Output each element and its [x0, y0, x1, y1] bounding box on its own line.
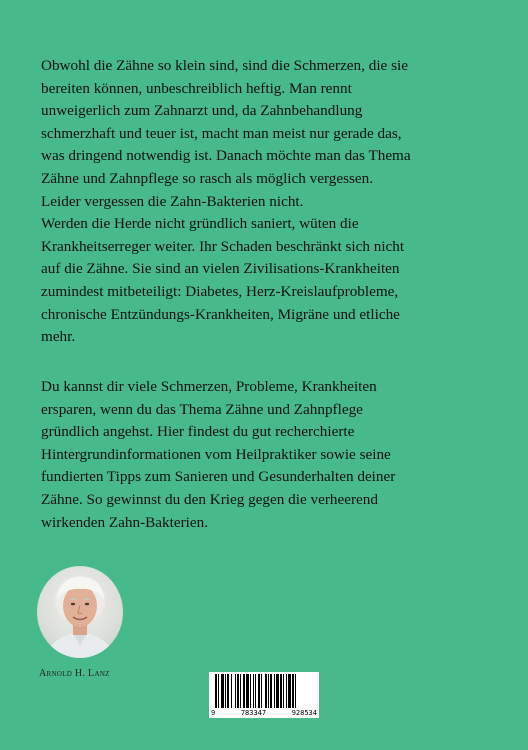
barcode-bar	[286, 674, 287, 708]
blurb-line: Werden die Herde nicht gründlich saniert, wüten die	[41, 215, 359, 233]
blurb-line: wirkenden Zahn-Bakterien.	[41, 513, 208, 531]
barcode-digits	[211, 709, 317, 717]
blurb-line: gründlich angehst. Hier findest du gut recherchierte	[41, 423, 355, 441]
barcode-bar	[268, 674, 269, 708]
barcode-bar	[288, 674, 291, 708]
blurb-line: Leider vergessen die Zahn-Bakterien nicht.	[41, 192, 304, 210]
barcode-bar	[295, 674, 296, 708]
blurb-line: Zähne. So gewinnst du den Krieg gegen die verheerend	[41, 490, 378, 508]
barcode-bar	[235, 674, 236, 708]
blurb-line: mehr.	[41, 328, 76, 346]
barcode-bar	[255, 674, 256, 708]
barcode-bars	[213, 674, 315, 708]
author-portrait-image	[37, 566, 123, 658]
blurb-line: Zähne und Zahnpflege so rasch als möglich vergessen.	[41, 169, 374, 187]
blurb-line: auf die Zähne. Sie sind an vielen Zivilisations-Krankheiten	[41, 260, 400, 278]
blurb-paragraph-2	[41, 376, 487, 534]
barcode-left-group: 783347	[240, 709, 267, 717]
barcode-right-group: 928534	[291, 709, 317, 717]
author-portrait	[37, 566, 123, 658]
blurb-line: Krankheitserreger weiter. Ihr Schaden beschränkt sich nicht	[41, 237, 405, 255]
blurb-line: schmerzhaft und teuer ist, macht man meist nur gerade das,	[41, 124, 402, 142]
blurb-line: zumindest mitbeteiligt: Diabetes, Herz-Kreislaufprobleme,	[41, 282, 399, 300]
blurb-paragraph-1	[41, 55, 487, 349]
barcode-bar	[265, 674, 267, 708]
barcode-bar	[227, 674, 229, 708]
barcode-bar	[231, 674, 232, 708]
blurb-line: Obwohl die Zähne so klein sind, sind die Schmerzen, die sie	[41, 57, 408, 74]
barcode-lead-digit: 9	[211, 709, 216, 717]
barcode-bar	[225, 674, 226, 708]
isbn-barcode	[209, 672, 319, 718]
barcode-bar	[250, 674, 251, 708]
barcode-bar	[246, 674, 249, 708]
barcode-bar	[283, 674, 284, 708]
blurb-line: was dringend notwendig ist. Danach möchte man das Thema	[41, 147, 411, 165]
barcode-bar	[274, 674, 275, 708]
author-name: Arnold H. Lanz	[39, 668, 110, 679]
barcode-bar	[258, 674, 260, 708]
blurb-line: bereiten können, unbeschreiblich heftig. Man rennt	[41, 79, 352, 97]
blurb-line: Du kannst dir viele Schmerzen, Probleme, Krankheiten	[41, 378, 377, 395]
barcode-bar	[218, 674, 219, 708]
barcode-bar	[243, 674, 245, 708]
blurb-line: Hintergrundinformationen vom Heilpraktiker sowie seine	[41, 445, 391, 463]
blurb-line: ersparen, wenn du das Thema Zähne und Zahnpflege	[41, 400, 363, 418]
barcode-bar	[261, 674, 262, 708]
barcode-bar	[221, 674, 224, 708]
barcode-bar	[253, 674, 254, 708]
blurb-line: chronische Entzündungs-Krankheiten, Migräne und etliche	[41, 305, 400, 323]
barcode-bar	[280, 674, 282, 708]
barcode-bar	[292, 674, 294, 708]
barcode-bar	[240, 674, 241, 708]
barcode-bar	[215, 674, 217, 708]
blurb-line: fundierten Tipps zum Sanieren und Gesunderhalten deiner	[41, 468, 396, 486]
blurb-line: unweigerlich zum Zahnarzt und, da Zahnbehandlung	[41, 102, 363, 120]
barcode-bar	[237, 674, 239, 708]
barcode-bar	[276, 674, 279, 708]
barcode-bar	[270, 674, 272, 708]
